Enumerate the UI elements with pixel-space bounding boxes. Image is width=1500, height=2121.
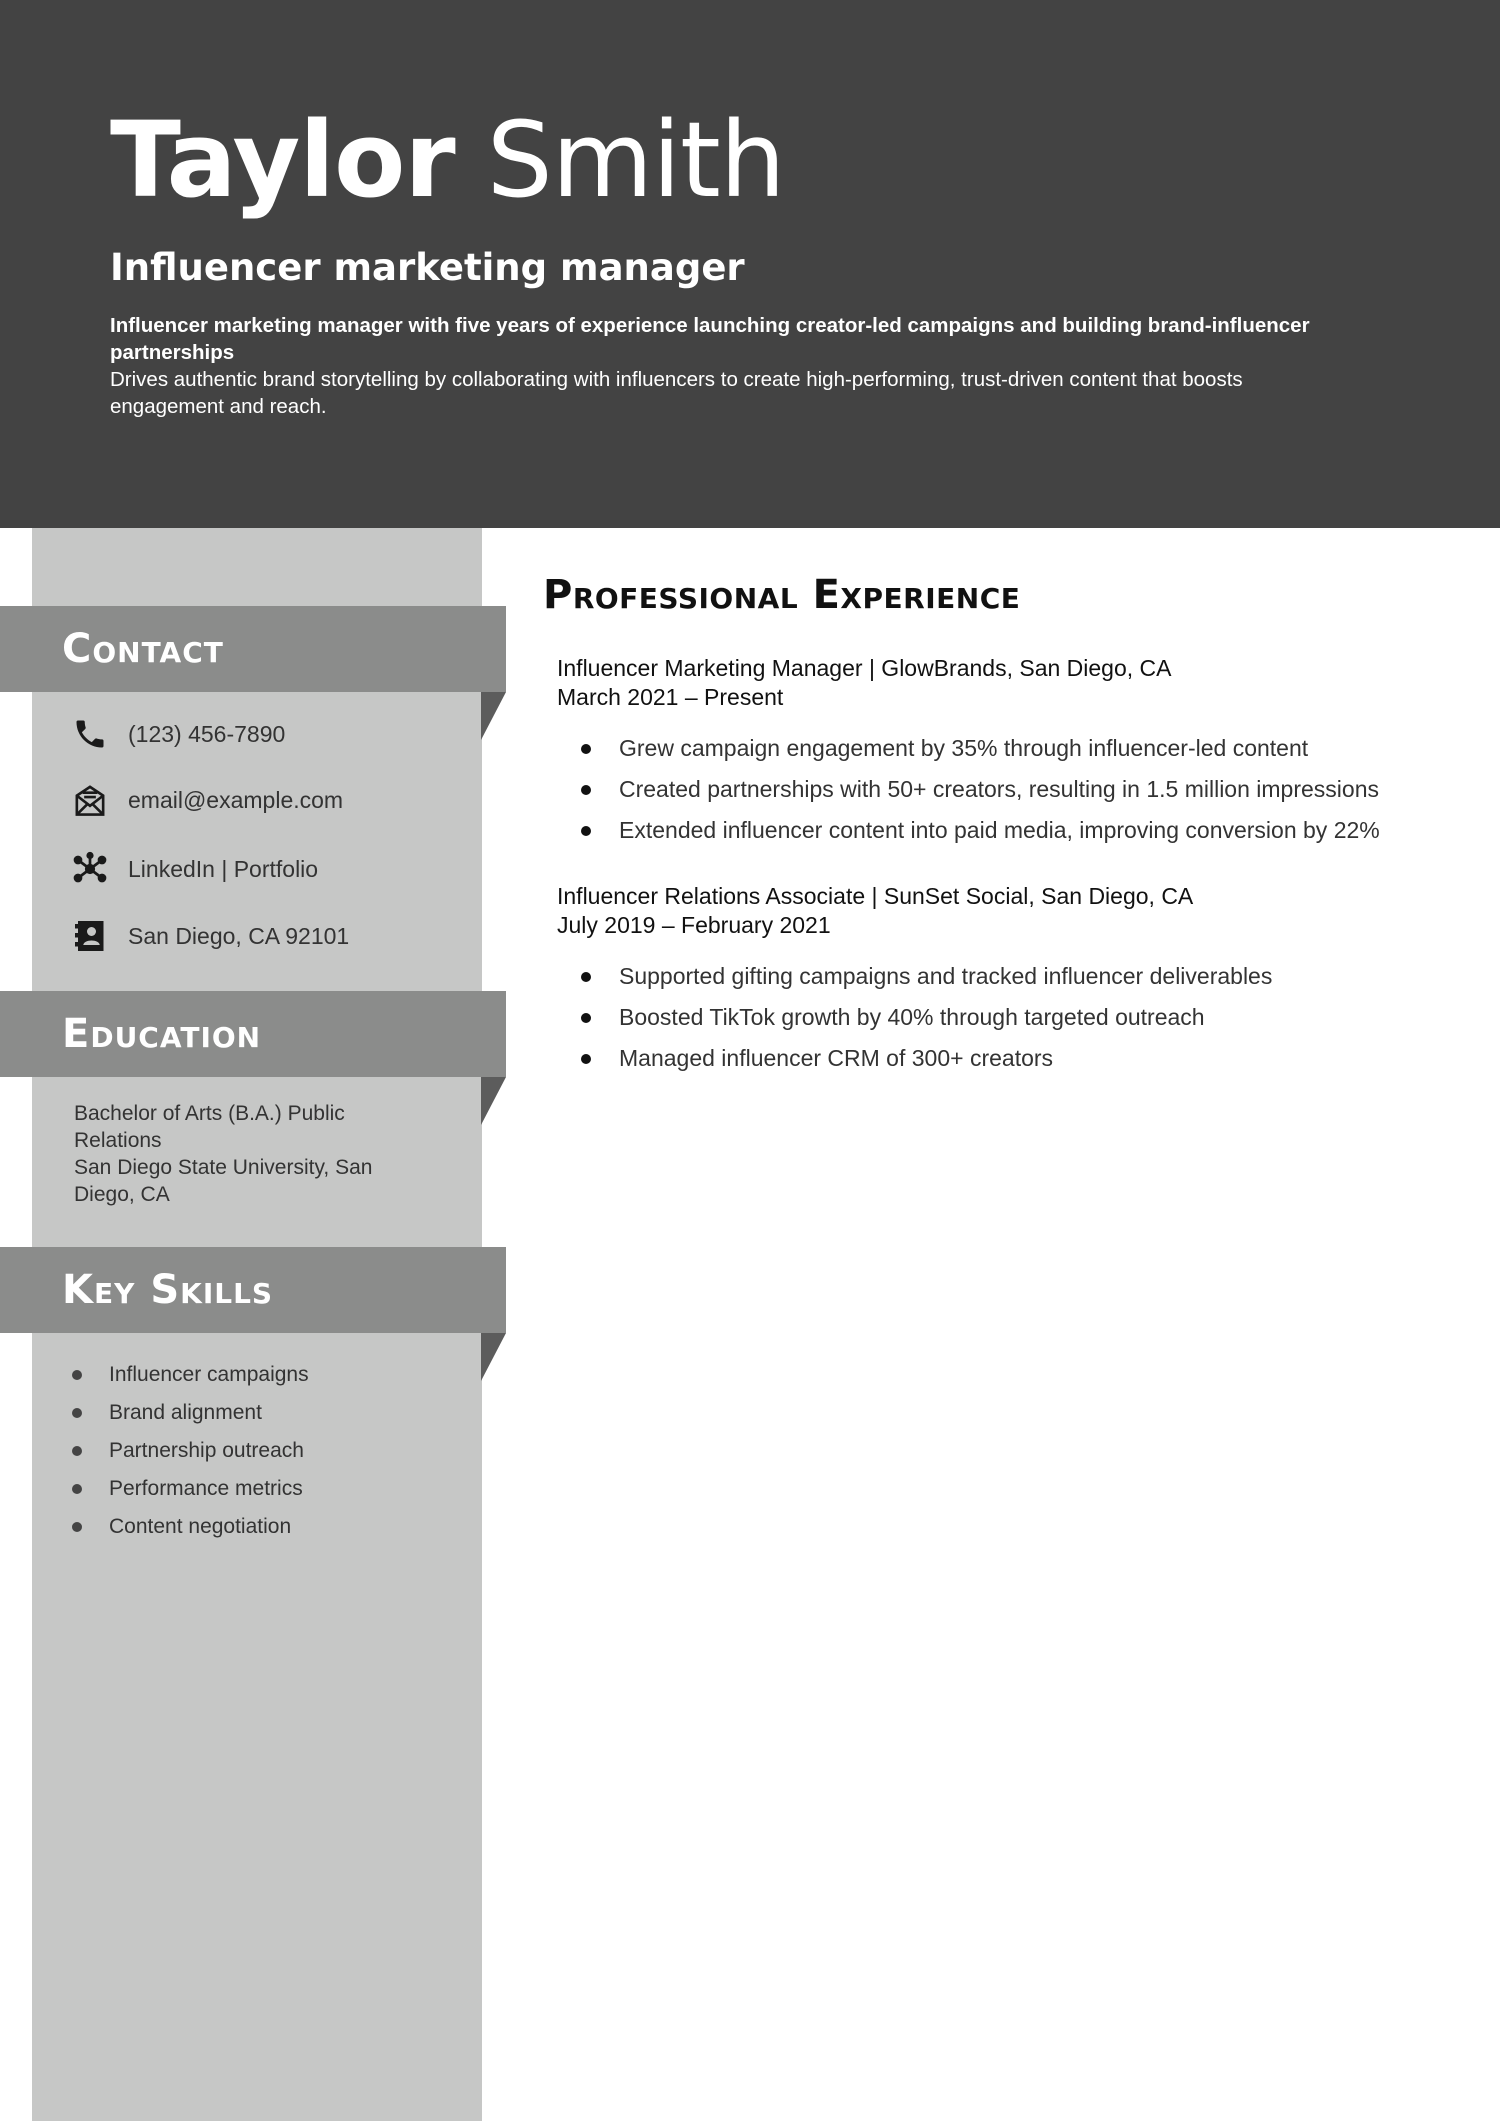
job-bullets (557, 728, 1457, 851)
education-heading-fold (481, 1077, 506, 1125)
job-bullets (557, 956, 1457, 1079)
skill: Influencer campaigns (109, 1363, 309, 1386)
bullet-icon (581, 785, 591, 795)
bullet-icon (72, 1484, 82, 1494)
envelope-icon (70, 780, 110, 820)
candidate-name (110, 99, 785, 221)
job-dates: July 2019 – February 2021 (557, 912, 831, 938)
bullet-text: Boosted TikTok growth by 40% through targeted outreach (619, 1004, 1205, 1030)
education-heading: Education (0, 991, 506, 1077)
phone-icon (70, 714, 110, 754)
list-item (72, 1508, 309, 1546)
list-item (557, 1038, 1457, 1079)
list-item (557, 810, 1457, 851)
list-item (557, 728, 1457, 769)
location-text: San Diego, CA 92101 (128, 922, 350, 949)
email-address: email@example.com (128, 786, 344, 813)
job-dates: March 2021 – Present (557, 684, 784, 710)
list-item (72, 1470, 309, 1508)
bullet-icon (72, 1446, 82, 1456)
first-name: Taylor (110, 99, 455, 221)
job-entry (557, 654, 1457, 851)
resume-header (0, 0, 1500, 528)
skill: Brand alignment (109, 1401, 262, 1424)
bullet-text: Managed influencer CRM of 300+ creators (619, 1045, 1054, 1071)
network-icon (70, 849, 110, 889)
job-entry (557, 882, 1457, 1079)
bullet-icon (581, 826, 591, 836)
contact-heading-fold (481, 692, 506, 740)
summary-headline: Influencer marketing manager with five years of experience launching creator-led campaigns and building brand-influencer partnerships (110, 314, 1310, 364)
job-role: Influencer Marketing Manager | GlowBrands, San Diego, CA (557, 655, 1172, 681)
job-role: Influencer Relations Associate | SunSet Social, San Diego, CA (557, 883, 1194, 909)
job-title: Influencer marketing manager (110, 246, 745, 289)
bullet-text: Grew campaign engagement by 35% through influencer-led content (619, 735, 1309, 761)
bullet-icon (581, 972, 591, 982)
bullet-icon (72, 1408, 82, 1418)
experience-heading: Professional Experience (543, 572, 1021, 618)
list-item (72, 1432, 309, 1470)
list-item (72, 1356, 309, 1394)
skills-heading: Key Skills (0, 1247, 506, 1333)
links-text: LinkedIn | Portfolio (128, 855, 319, 882)
summary (110, 312, 1350, 420)
bullet-text: Extended influencer content into paid media, improving conversion by 22% (619, 817, 1380, 843)
phone-number: (123) 456-7890 (128, 720, 286, 747)
bullet-icon (581, 1013, 591, 1023)
list-item (557, 997, 1457, 1038)
bullet-icon (72, 1370, 82, 1380)
skill: Content negotiation (109, 1515, 292, 1538)
bullet-text: Supported gifting campaigns and tracked influencer deliverables (619, 963, 1273, 989)
degree: Bachelor of Arts (B.A.) Public Relations (74, 1102, 345, 1152)
contact-links (70, 847, 318, 891)
contact-email (70, 778, 343, 822)
skill: Performance metrics (109, 1477, 303, 1500)
last-name: Smith (486, 99, 785, 221)
summary-text: Drives authentic brand storytelling by collaborating with influencers to create high-performing, trust-driven content that boosts engagement and reach. (110, 368, 1243, 418)
bullet-icon (581, 744, 591, 754)
education-entry (74, 1100, 414, 1208)
skills-heading-fold (481, 1333, 506, 1381)
school: San Diego State University, San Diego, CA (74, 1156, 373, 1206)
contact-heading: Contact (0, 606, 506, 692)
contact-card-icon (70, 916, 110, 956)
list-item (72, 1394, 309, 1432)
bullet-text: Created partnerships with 50+ creators, resulting in 1.5 million impressions (619, 776, 1379, 802)
contact-phone (70, 712, 285, 756)
skills-list (72, 1356, 309, 1546)
contact-location (70, 914, 349, 958)
bullet-icon (581, 1054, 591, 1064)
skill: Partnership outreach (109, 1439, 304, 1462)
list-item (557, 769, 1457, 810)
bullet-icon (72, 1522, 82, 1532)
list-item (557, 956, 1457, 997)
